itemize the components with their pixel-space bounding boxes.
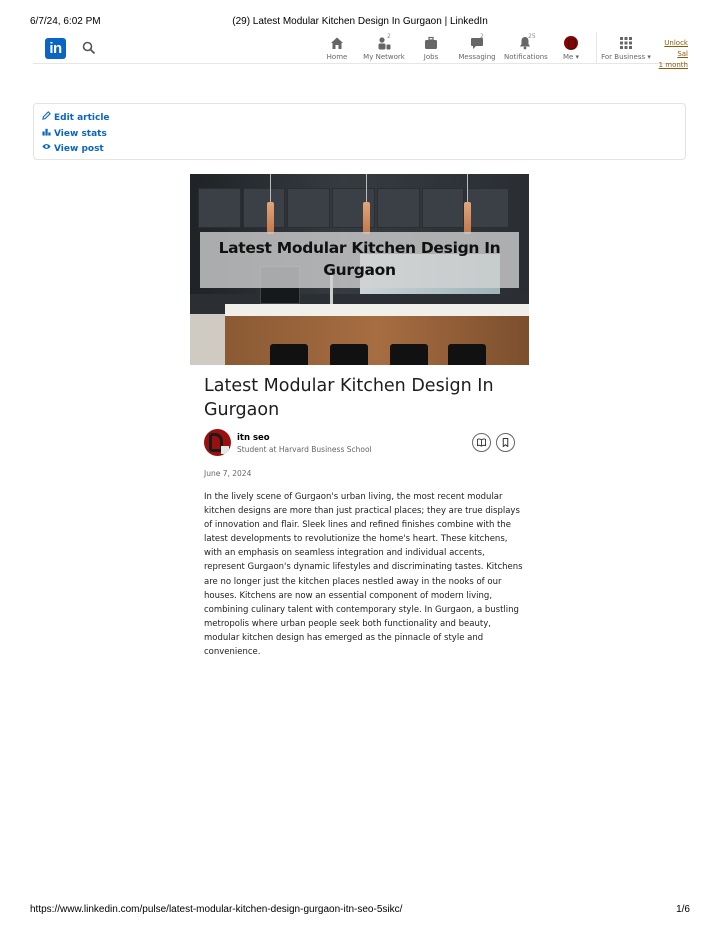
- grid-icon: [619, 36, 633, 50]
- linkedin-logo[interactable]: in: [45, 38, 66, 59]
- author-name[interactable]: itn seo: [237, 433, 270, 443]
- nav-home[interactable]: [323, 34, 351, 64]
- nav-network-label: My Network: [363, 53, 405, 61]
- author-avatar[interactable]: [204, 429, 231, 456]
- nav-notifications-label: Notifications: [504, 53, 548, 61]
- nav-divider: [596, 32, 597, 64]
- nav-messaging-label: Messaging: [458, 53, 496, 61]
- premium-upsell-line2: 1 month: [658, 61, 688, 69]
- article-manage-panel: [33, 103, 686, 160]
- author-headline: Student at Harvard Business School: [237, 445, 372, 454]
- nav-for-business[interactable]: [601, 34, 651, 64]
- save-article-button[interactable]: [496, 433, 515, 452]
- nav-network-badge: 2: [387, 33, 391, 40]
- nav-my-network[interactable]: [362, 34, 406, 64]
- premium-upsell-line1: Unlock Sal: [664, 39, 688, 58]
- nav-notifications-badge: 25: [528, 33, 536, 40]
- nav-for-business-label: For Business: [601, 53, 646, 61]
- pencil-icon: [42, 111, 51, 120]
- nav-me-label: Me: [562, 53, 574, 61]
- article-title: Latest Modular Kitchen Design In Gurgaon: [204, 376, 494, 420]
- print-page-number: 1/6: [676, 904, 690, 915]
- nav-messaging[interactable]: [458, 34, 496, 64]
- view-stats-link[interactable]: [42, 127, 677, 143]
- article-body: In the lively scene of Gurgaon's urban living, the most recent modular kitchen designs are more than just practical places; they are true displays of innovation and flair. Sleek lines and refined finishes combine with the latest developments to revolutionize the home's heart. These kitchens, with an emphasis on seamless integration and individual accents, represent Gurgaon's dynamic lifestyles and discriminating tastes. Kitchens are no longer just the kitchen places nestled away in the nooks of our houses. Kitchens are now an essential component of modern living, combining culinary talent with contemporary style. In Gurgaon, a bustling metropolis where urban people seek both functionality and beauty, modular kitchen design has emerged as the pinnacle of style and convenience.: [204, 492, 523, 658]
- briefcase-icon: [424, 36, 438, 50]
- book-icon: [477, 438, 486, 447]
- chevron-down-icon: ▾: [575, 53, 580, 61]
- edit-article-link[interactable]: [42, 111, 677, 127]
- view-stats-label: View stats: [54, 128, 107, 139]
- view-post-link[interactable]: [42, 142, 677, 158]
- premium-upsell-link[interactable]: [653, 38, 688, 71]
- print-date: 6/7/24, 6:02 PM: [30, 16, 101, 27]
- reader-mode-button[interactable]: [472, 433, 491, 452]
- bookmark-icon: [501, 438, 510, 447]
- nav-me[interactable]: [558, 34, 584, 64]
- nav-jobs-label: Jobs: [423, 53, 439, 61]
- avatar: [564, 36, 578, 50]
- nav-jobs[interactable]: [417, 34, 445, 64]
- home-icon: [330, 36, 344, 50]
- search-icon[interactable]: [82, 41, 96, 55]
- nav-home-label: Home: [326, 53, 348, 61]
- global-nav: [33, 32, 688, 69]
- article-cover-image: [190, 174, 529, 365]
- edit-article-label: Edit article: [54, 113, 110, 123]
- cover-overlay-text: Latest Modular Kitchen Design In Gurgaon: [218, 239, 501, 279]
- nav-messaging-badge: 2: [480, 33, 484, 40]
- print-title: (29) Latest Modular Kitchen Design In Gurgaon | LinkedIn: [232, 16, 488, 27]
- nav-notifications[interactable]: [504, 34, 546, 64]
- bar-chart-icon: [42, 127, 51, 136]
- chevron-down-icon: ▾: [647, 53, 651, 61]
- publish-date: June 7, 2024: [204, 469, 252, 478]
- eye-icon: [42, 142, 51, 151]
- view-post-label: View post: [54, 144, 104, 154]
- print-url: https://www.linkedin.com/pulse/latest-modular-kitchen-design-gurgaon-itn-seo-5sikc/: [30, 904, 403, 915]
